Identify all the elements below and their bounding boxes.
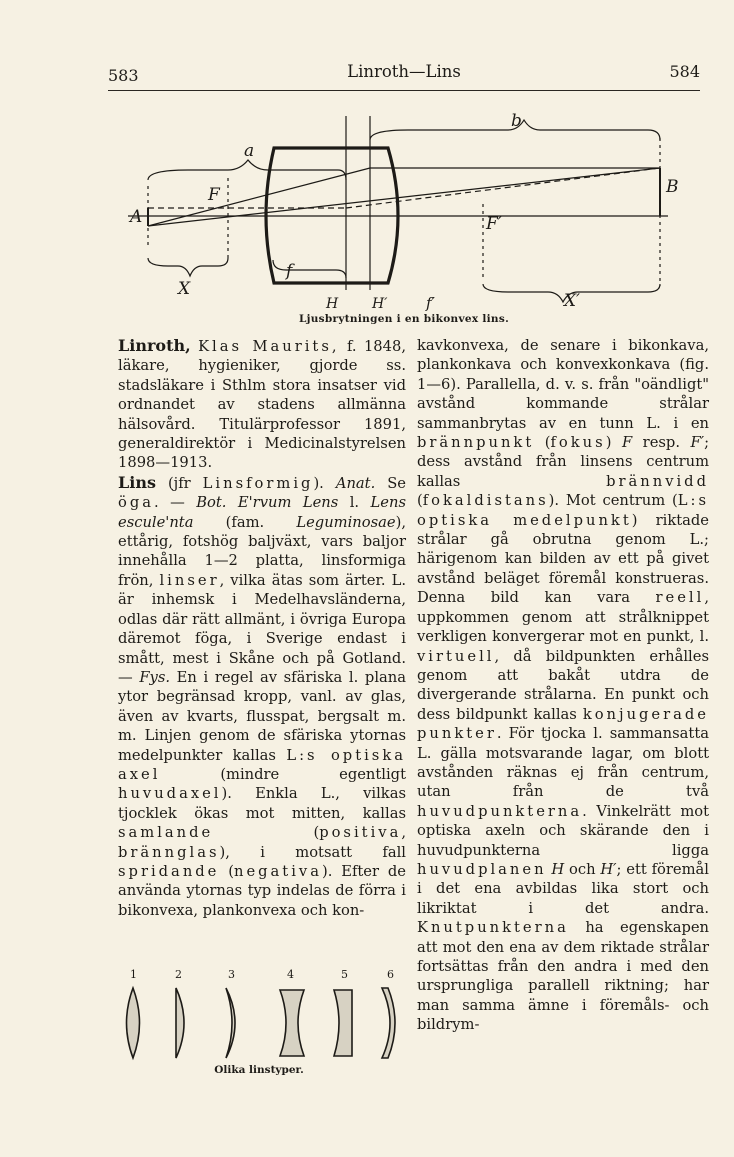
t: ), ettårig, fotshög baljväxt, vars baljor innehålla 1—2 platta, linsformiga frön, — [118, 513, 406, 589]
t: ). Enkla L., vilkas tjocklek ökas mot mitten, kallas — [118, 785, 406, 822]
label-F-prime: F′ — [486, 214, 502, 234]
figure-caption: Ljusbrytningen i en bikonvex lins. — [298, 313, 510, 325]
lens-meniscus-convex — [226, 988, 235, 1058]
t: (jfr — [155, 474, 203, 492]
t: ; ett föremål i det ena avbildas lika stort och likriktat i det andra. — [417, 860, 709, 917]
t: och — [564, 860, 601, 878]
spaced-brannvidd: brännvidd — [606, 472, 709, 490]
spaced-negativa: negativa — [234, 862, 322, 880]
header-title: Linroth—Lins — [347, 62, 461, 81]
species-name: Lens escule'nta — [118, 494, 406, 531]
t: ). Mot centrum ( — [548, 492, 678, 510]
spaced-linser: linser — [159, 571, 220, 589]
t: kavkonvexa, de senare i bikonkava, plankonkava och konvexkonkava (fig. 1—6). Parallella, d. v. s. från "oändligt" avstånd kommande strålar sammanbrytas av en tunn L. i en — [417, 337, 709, 432]
lens-biconvex — [127, 988, 140, 1058]
lens-number-2: 2 — [175, 968, 182, 981]
t: ( — [534, 434, 551, 452]
spaced-name: Klas Maurits, — [198, 338, 340, 355]
lens-number-5: 5 — [341, 968, 348, 981]
spaced-knutpunkterna: Knutpunkterna — [417, 919, 569, 937]
t: ) — [605, 434, 622, 452]
running-header — [108, 62, 700, 88]
lens-refraction-diagram — [108, 108, 698, 313]
lens-planoconvex — [176, 988, 184, 1058]
spaced-fokus: fokus — [550, 434, 606, 452]
symbol-F: F — [621, 434, 633, 452]
spaced-fokaldistans: fokaldistans — [422, 492, 549, 510]
t: Se — [375, 474, 406, 492]
t: ha egenskapen att mot den ena av dem riktade strålar fortsättas från den andra i med den ursprungliga parallell riktning; har man samma ämne i föremåls- och bildrym- — [417, 919, 709, 1034]
t: ( — [213, 824, 320, 842]
abbr-bot: Bot. E'rvum Lens — [196, 494, 339, 512]
t: ; dess avstånd från linsens centrum kallas — [417, 434, 710, 490]
headword-lins: Lins — [118, 472, 156, 492]
spaced-brannpunkt: brännpunkt — [417, 434, 535, 452]
brace-f — [273, 260, 346, 278]
label-H-prime: H′ — [372, 296, 388, 312]
spaced-optisk-medelpunkt: L:s optiska medelpunkt — [417, 492, 709, 529]
entry-linroth-text: f. 1848, läkare, hygieniker, gjorde ss. stadsläkare i Sthlm stora insatser vid ordnandet av stadens allmänna hälsovård. Titulärprofessor 1891, generaldirektör i Medicinalstyrelsen 1898—1913. — [118, 338, 407, 472]
spaced-virtuell: virtuell — [417, 647, 495, 665]
label-X-prime: X′ — [564, 291, 580, 311]
right-paragraph — [417, 336, 709, 1035]
t: ( — [219, 862, 234, 880]
spaced-huvudaxel: huvudaxel — [118, 785, 222, 803]
t: En i regel av sfäriska l. plana ytor begränsad kropp, vanl. av glas, även av kvarts, flusspat, bergsalt m. m. Linjen genom de sfäriska ytornas medelpunkter kallas — [118, 668, 406, 764]
spaced-huvudplanen: huvudplanen — [417, 860, 547, 878]
lens-planoconcave — [334, 990, 352, 1056]
t: ( — [417, 492, 423, 510]
lens-meniscus-concave — [382, 988, 395, 1058]
brace-a — [148, 160, 346, 180]
t: ), i motsatt fall — [219, 843, 406, 861]
spaced-axel: L:s optiska axel — [118, 746, 406, 783]
t: , — [401, 824, 406, 842]
symbol-H: H — [551, 860, 565, 878]
spaced-oga: öga — [118, 494, 155, 512]
label-f-prime: f′ — [426, 294, 435, 312]
spaced-konjugerade: konjugerade punkter — [417, 705, 709, 743]
label-B: B — [666, 177, 679, 197]
spaced-reell: reell — [655, 589, 705, 607]
label-b: b — [511, 111, 522, 131]
label-A: A — [130, 207, 143, 227]
header-rule — [108, 90, 700, 91]
right-column — [417, 336, 709, 1035]
lens-types-caption: Olika linstyper. — [214, 1064, 304, 1076]
spaced-brannglas: brännglas — [118, 843, 220, 861]
spaced-spridande: spridande — [118, 862, 220, 880]
entry-lins — [118, 473, 406, 920]
t: . — — [154, 494, 197, 512]
t: , då bildpunkten erhålles genom att bakåt utdra de divergerande strålarna. En punkt och dess bildpunkt kallas — [417, 647, 709, 723]
headword-linroth: Linroth, — [118, 336, 191, 355]
family-name: Leguminosae — [296, 513, 396, 531]
page-number-left: 583 — [108, 66, 139, 85]
spaced-positiva: positiva — [319, 824, 402, 842]
t: (fam. — [193, 513, 297, 531]
entry-linroth — [118, 336, 406, 473]
spaced-samlande: samlande — [118, 824, 214, 842]
symbol-H-prime: H′ — [600, 860, 617, 878]
ray-2 — [148, 168, 660, 226]
t: ) riktade strålar gå obrutna genom L.; härigenom kan bilden av ett på givet avstånd beläget föremål konstrueras. Denna bild kan vara — [417, 511, 709, 607]
ray-1 — [148, 168, 370, 226]
t: ). — [313, 474, 336, 492]
lens-number-4: 4 — [287, 968, 294, 981]
label-F: F — [208, 185, 220, 205]
t: . Vinkelrätt mot optiska axeln och skärande den i huvudpunkterna ligga — [417, 802, 709, 859]
brace-x — [148, 258, 228, 276]
label-X: X — [178, 279, 191, 299]
abbr-fys: Fys. — [139, 668, 171, 686]
t: resp. — [632, 434, 691, 452]
left-column — [118, 336, 406, 920]
t: ). Efter de använda ytornas typ indelas de förra i bikonvexa, plankonvexa och kon- — [118, 862, 406, 919]
label-a: a — [244, 141, 255, 161]
abbr-anat: Anat. — [335, 474, 376, 492]
label-H: H — [326, 296, 339, 312]
lens-biconcave — [280, 990, 304, 1056]
t: l. — [338, 494, 371, 512]
symbol-F-prime: F′ — [690, 434, 705, 452]
t: , vilka ätas som ärter. L. är inhemsk i Medelhavsländerna, odlas där rätt allmänt, i övriga Europa däremot föga, i Sverige endast i smått, mest i Skåne och på Gotland. — — [118, 571, 406, 686]
spaced-huvudpunkterna: huvudpunkterna — [417, 802, 583, 820]
label-f: f — [286, 261, 293, 281]
lens-number-3: 3 — [228, 968, 235, 981]
lens-number-1: 1 — [130, 968, 137, 981]
t: . För tjocka l. sammansatta L. gälla motsvarande lagar, om blott avstånden räknas ej från centrum, utan från de två — [417, 725, 709, 801]
lens-number-6: 6 — [387, 968, 394, 981]
t: , uppkommen genom att strålknippet verkligen konvergerar mot en punkt, l. — [417, 589, 709, 646]
spaced-linsformig: Linsformig — [202, 474, 314, 492]
t: (mindre egentligt — [160, 765, 406, 783]
page-number-right: 584 — [669, 62, 700, 81]
